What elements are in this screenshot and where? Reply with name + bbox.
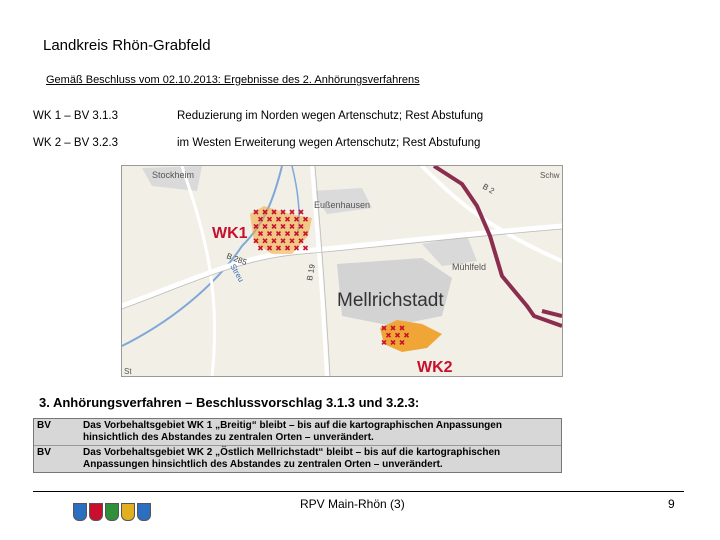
row-code-wk2: WK 2 – BV 3.2.3 xyxy=(33,137,119,149)
proposal-heading: 3. Anhörungsverfahren – Beschlussvorschlag 3.1.3 und 3.2.3: xyxy=(39,395,420,410)
resolution-text: Das Vorbehaltsgebiet WK 1 „Breitig“ bleibt – bis auf die kartographischen Anpassungen hinsichtlich des Abstandes zu zentralen Orten – unverändert. xyxy=(83,420,502,443)
map-label-streu: Streu xyxy=(228,262,246,284)
footer-divider xyxy=(33,491,684,492)
crest-icon xyxy=(137,503,151,521)
crest-icon xyxy=(121,503,135,521)
map-label-stockheim: Stockheim xyxy=(152,170,195,180)
row-description-wk2: im Westen Erweiterung wegen Artenschutz; Rest Abstufung xyxy=(177,137,481,149)
map-image xyxy=(121,165,563,377)
map-label-mellrichstadt: Mellrichstadt xyxy=(337,290,444,311)
map-label-corner-ne: Schw xyxy=(540,171,560,180)
resolution-code: BV xyxy=(37,420,51,431)
map-label-wk2: WK2 xyxy=(417,359,453,376)
resolution-table xyxy=(33,418,562,473)
map-label-b19: B 19 xyxy=(305,263,317,282)
row-description-wk1: Reduzierung im Norden wegen Artenschutz; Rest Abstufung xyxy=(177,110,484,122)
row-code-wk1: WK 1 – BV 3.1.3 xyxy=(33,110,119,122)
crest-icon xyxy=(105,503,119,521)
page-subtitle: Gemäß Beschluss vom 02.10.2013: Ergebnisse des 2. Anhörungsverfahrens xyxy=(46,74,420,86)
map-label-b2: B 2 xyxy=(481,181,496,196)
resolution-code: BV xyxy=(37,447,51,458)
resolution-text: Das Vorbehaltsgebiet WK 2 „Östlich Mellrichstadt“ bleibt – bis auf die kartographischen Anpassungen hinsichtlich des Abstandes zu zentralen Orten – unverändert. xyxy=(83,447,501,470)
resolution-row xyxy=(34,419,561,446)
footer-text: RPV Main-Rhön (3) xyxy=(300,497,405,511)
map-label-wk1: WK1 xyxy=(212,225,248,242)
page-title: Landkreis Rhön-Grabfeld xyxy=(43,37,211,54)
crest-icon xyxy=(73,503,87,521)
page-number: 9 xyxy=(668,497,675,511)
footer-crests xyxy=(73,503,151,521)
crest-icon xyxy=(89,503,103,521)
map-label-eussenhausen: Eußenhausen xyxy=(314,200,371,210)
map-label-corner-sw: St xyxy=(124,367,132,376)
map-label-muehlfeld: Mühlfeld xyxy=(452,262,487,272)
map-label-b285: B 285 xyxy=(225,251,249,268)
resolution-row xyxy=(34,446,561,472)
